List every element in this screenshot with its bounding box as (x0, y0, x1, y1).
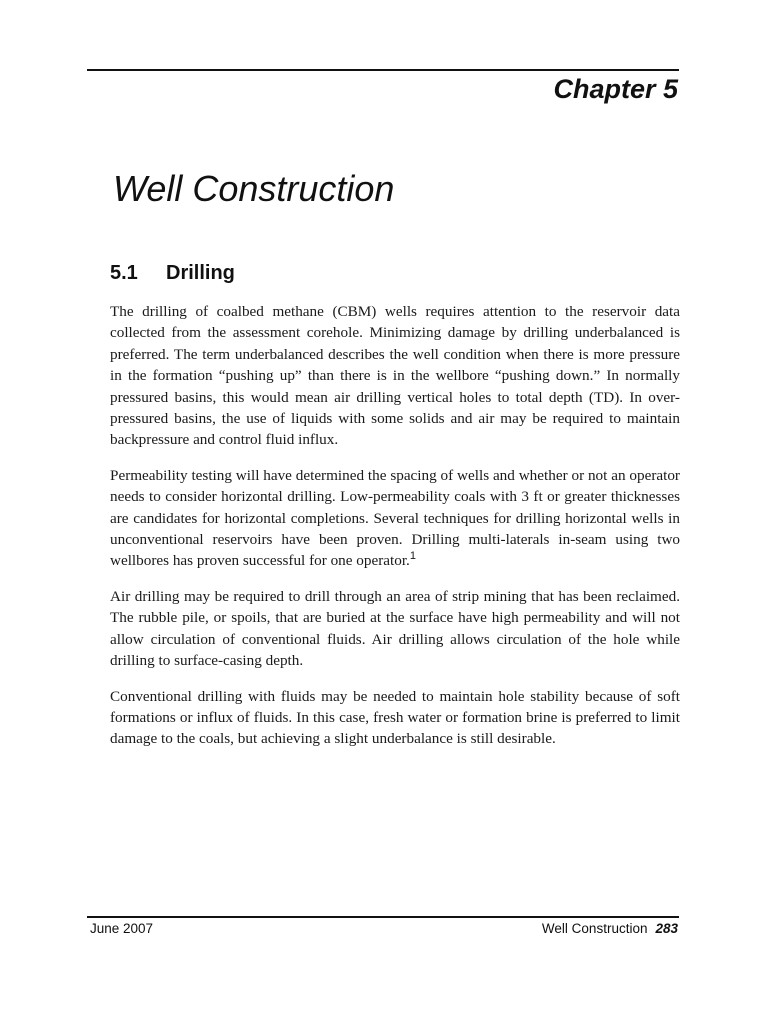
footer-right (542, 920, 678, 938)
paragraph-air-drilling: Air drilling may be required to drill through an area of strip mining that has been reclaimed. The rubble pile, or spoils, that are buried at the surface have high permeability and will not allow circulation of conventional fluids. Air drilling allows circulation of the hole while drilling to surface-casing depth. (110, 587, 680, 670)
section-title: Drilling (166, 262, 235, 284)
footer-rule (87, 916, 679, 918)
paragraph-underbalanced: The drilling of coalbed methane (CBM) wells requires attention to the reservoir data collected from the assessment corehole. Minimizing damage by drilling underbalanced is preferred. The term underbalanced describes the well condition when there is more pressure in the formation “pushing up” than there is in the wellbore “pushing down.” In normally pressured basins, this would mean air drilling vertical holes to total depth (TD). In over-pressured basins, the use of liquids with some solids and air may be required to maintain backpressure and control fluid influx. (110, 303, 680, 449)
page-number: 283 (655, 921, 678, 936)
footnote-ref[interactable]: 1 (409, 550, 416, 563)
paragraph-permeability-text: Permeability testing will have determined the spacing of wells and whether or not an operator needs to consider horizontal drilling. Low-permeability coals with 3 ft or greater thicknesses are candidates for horizontal completions. Several techniques for drilling horizontal wells in unconventional reservoirs have been proven. Drilling multi-laterals in-seam using two wellbores has proven successful for one operator. (110, 466, 680, 570)
chapter-title: Well Construction (113, 168, 395, 209)
header-rule (87, 69, 679, 71)
section-heading (110, 260, 235, 286)
footer-date: June 2007 (90, 921, 154, 936)
paragraph-permeability (110, 465, 680, 572)
body-text (110, 301, 680, 764)
section-number: 5.1 (110, 262, 138, 284)
footer-running-title: Well Construction (541, 921, 648, 936)
paragraph-conventional-drilling: Conventional drilling with fluids may be needed to maintain hole stability because of soft formations or influx of fluids. In this case, fresh water or formation brine is preferred to limit damage to the coals, but achieving a slight underbalance is still desirable. (110, 687, 680, 748)
chapter-label: Chapter 5 (553, 74, 678, 104)
